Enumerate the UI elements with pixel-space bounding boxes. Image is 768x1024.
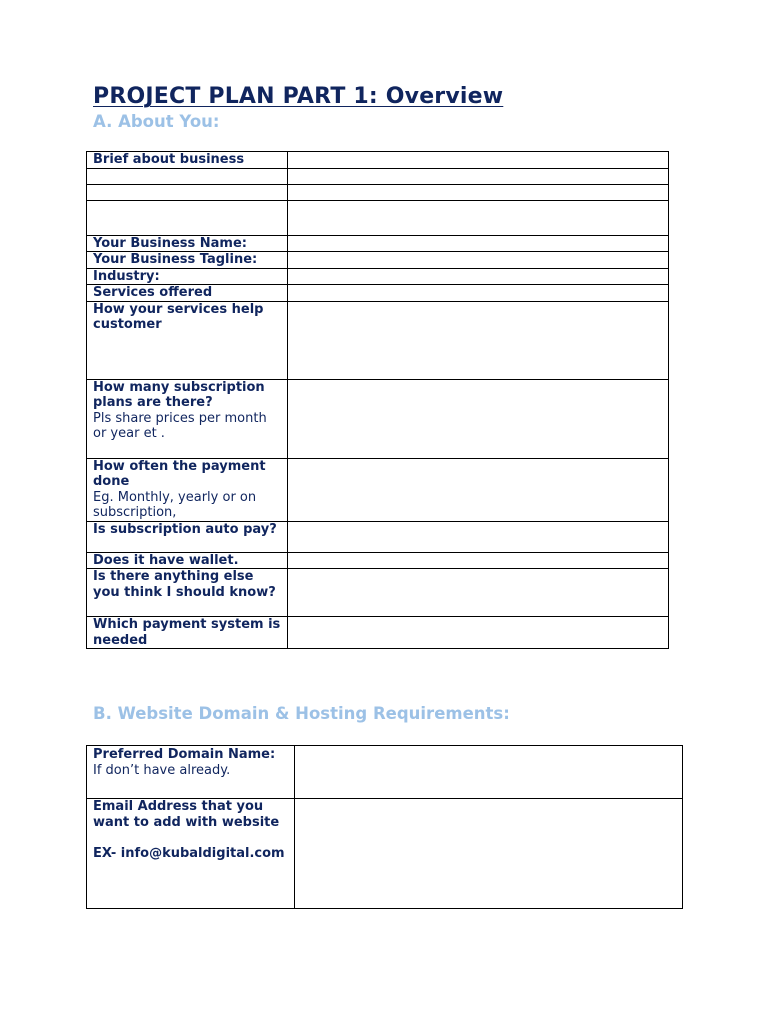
domain-hosting-table [86, 745, 683, 909]
table-row [87, 746, 683, 799]
answer-cell[interactable] [288, 200, 669, 235]
answer-cell[interactable] [295, 799, 683, 909]
field-label: How your services help customer [93, 301, 264, 332]
field-note: If don’t have already. [93, 762, 231, 778]
table-row [87, 799, 683, 909]
answer-cell[interactable] [288, 152, 669, 169]
table-row [87, 301, 669, 379]
answer-cell[interactable] [288, 285, 669, 302]
field-note: Eg. Monthly, yearly or on subscription, [93, 489, 257, 520]
answer-cell[interactable] [288, 379, 669, 458]
answer-cell[interactable] [288, 301, 669, 379]
field-label: Your Business Name: [93, 235, 247, 251]
row-label-cell [87, 200, 288, 235]
row-label-cell [87, 152, 288, 169]
field-label: How many subscription plans are there? [93, 379, 265, 410]
table-row [87, 235, 669, 252]
field-label: Which payment system is needed [93, 617, 281, 648]
table-row [87, 152, 669, 169]
row-label-cell [87, 521, 288, 552]
field-label: Is there anything else you think I should know? [93, 569, 276, 600]
field-label: Services offered [93, 285, 213, 300]
table-row [87, 268, 669, 285]
table-row [87, 617, 669, 649]
field-label: Industry: [93, 268, 160, 284]
field-label: Does it have wallet. [93, 552, 239, 568]
answer-cell[interactable] [288, 268, 669, 285]
field-label: Is subscription auto pay? [93, 521, 277, 537]
table-row [87, 285, 669, 302]
answer-cell[interactable] [288, 184, 669, 200]
section-b-heading: B. Website Domain & Hosting Requirements: [93, 704, 510, 723]
answer-cell[interactable] [288, 552, 669, 569]
table-row [87, 184, 669, 200]
row-label-cell [87, 458, 288, 521]
answer-cell[interactable] [288, 617, 669, 649]
table-row [87, 200, 669, 235]
table-row [87, 379, 669, 458]
row-label-cell [87, 301, 288, 379]
row-label-cell [87, 799, 295, 909]
about-you-table [86, 151, 669, 649]
row-label-cell [87, 235, 288, 252]
table-row [87, 168, 669, 184]
section-a-heading: A. About You: [93, 112, 220, 131]
row-label-cell [87, 252, 288, 269]
row-label-cell [87, 168, 288, 184]
field-label: How often the payment done [93, 458, 266, 489]
row-label-cell [87, 552, 288, 569]
field-example: EX- info@kubaldigital.com [93, 845, 285, 861]
answer-cell[interactable] [288, 235, 669, 252]
field-label: Brief about business [93, 152, 245, 167]
table-row [87, 569, 669, 617]
answer-cell[interactable] [288, 521, 669, 552]
row-label-cell [87, 569, 288, 617]
row-label-cell [87, 184, 288, 200]
page-title: PROJECT PLAN PART 1: Overview [93, 84, 504, 109]
answer-cell[interactable] [288, 252, 669, 269]
field-label: Preferred Domain Name: [93, 747, 276, 762]
field-note: Pls share prices per month or year et . [93, 410, 267, 441]
row-label-cell [87, 285, 288, 302]
answer-cell[interactable] [288, 569, 669, 617]
table-row [87, 458, 669, 521]
table-row [87, 521, 669, 552]
field-label: Your Business Tagline: [93, 252, 258, 267]
answer-cell[interactable] [288, 168, 669, 184]
row-label-cell [87, 746, 295, 799]
table-row [87, 552, 669, 569]
answer-cell[interactable] [288, 458, 669, 521]
table-row [87, 252, 669, 269]
row-label-cell [87, 617, 288, 649]
spacer [93, 830, 288, 846]
field-label: Email Address that you want to add with website [93, 799, 280, 830]
answer-cell[interactable] [295, 746, 683, 799]
row-label-cell [87, 268, 288, 285]
row-label-cell [87, 379, 288, 458]
